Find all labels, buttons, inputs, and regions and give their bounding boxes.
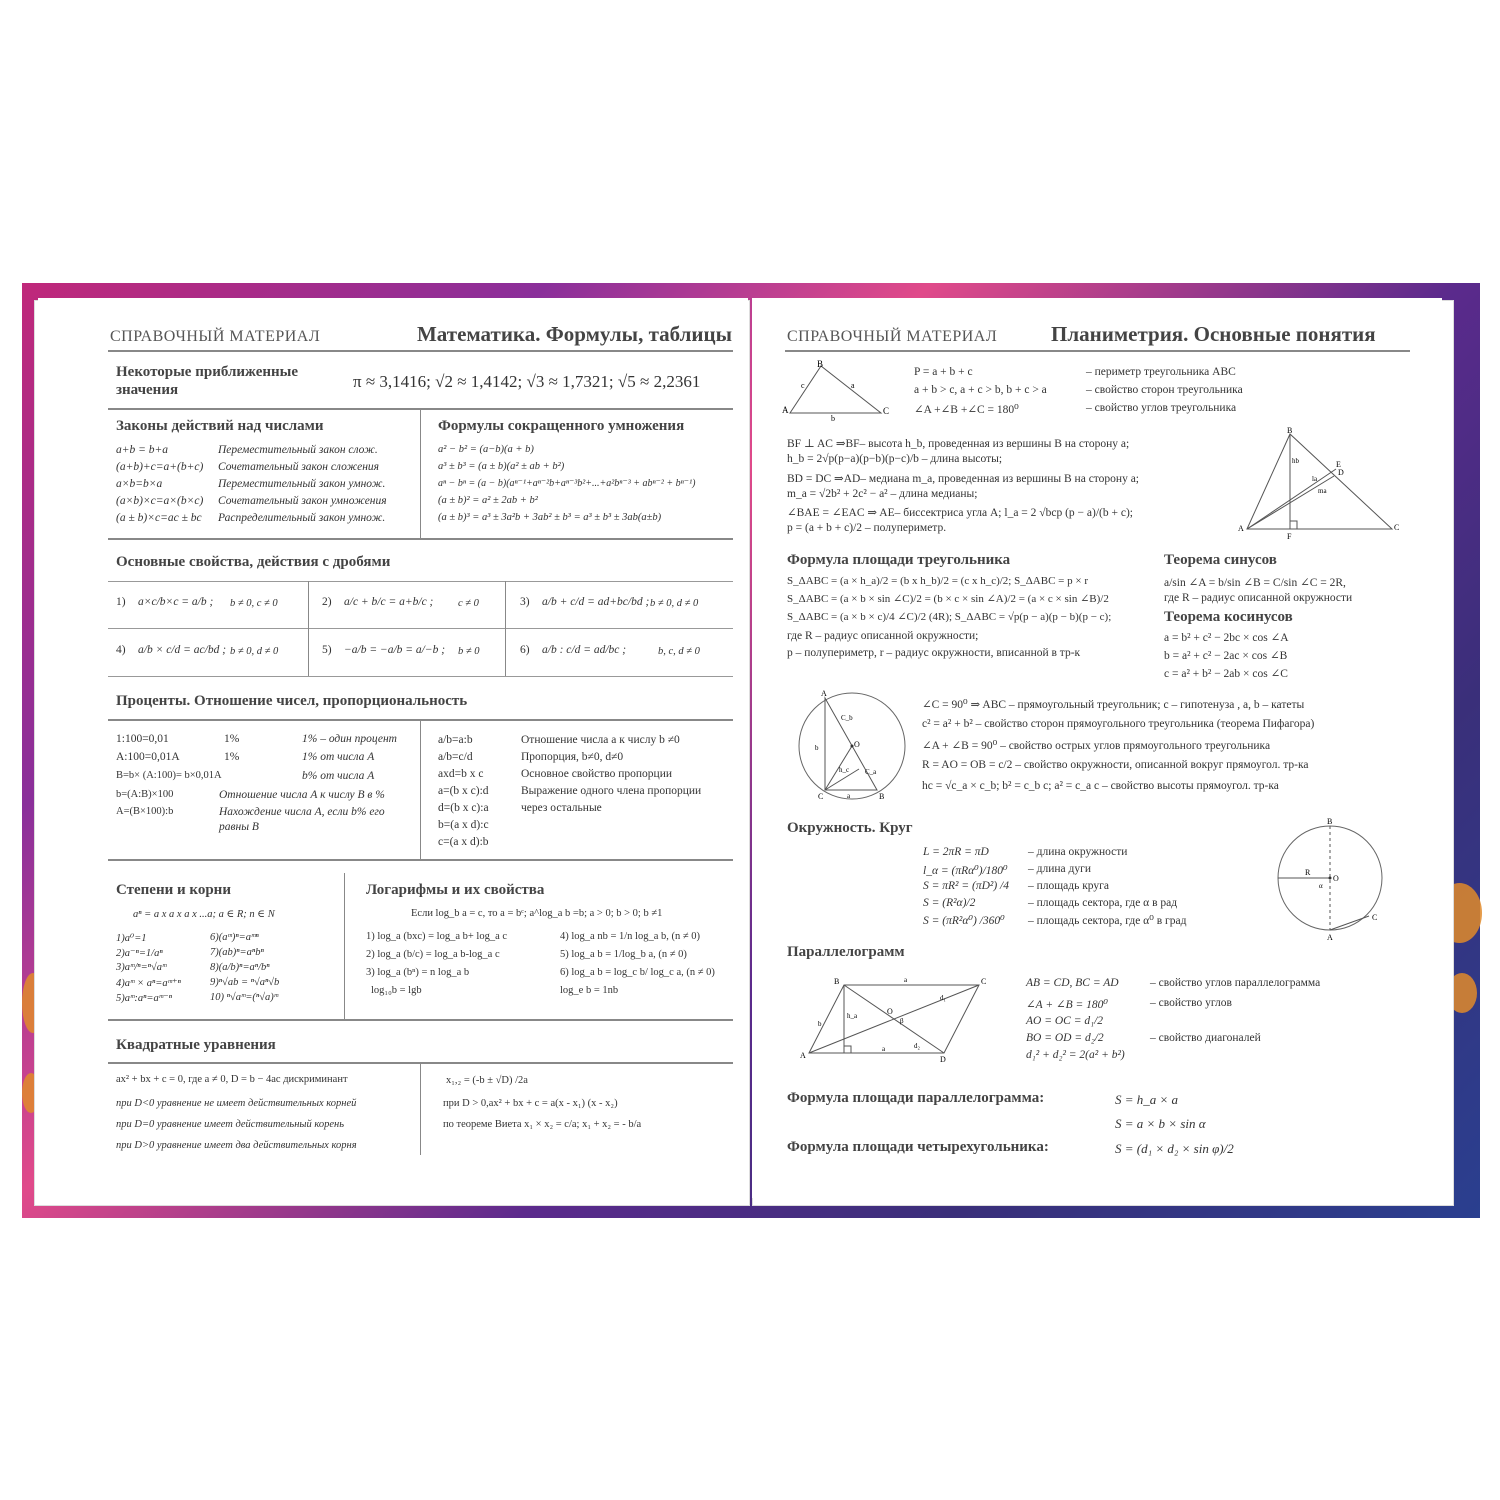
- approx-title-2: значения: [116, 382, 179, 398]
- svg-text:C: C: [1394, 523, 1400, 532]
- divider: [420, 719, 421, 859]
- area-formula: S_ΔABC = (a × b × sin ∠C)/2 = (b × c × sin ∠A)/2 = (a × c × sin ∠B)/2: [787, 593, 1109, 605]
- powers-title: Степени и корни: [116, 882, 231, 898]
- sines-formula: a/sin ∠A = b/sin ∠B = C/sin ∠C = 2R,: [1164, 577, 1346, 589]
- log-rule: 1) log_a (bxc) = log_a b+ log_a c: [366, 931, 508, 942]
- power-rule: 6)(aᵐ)ⁿ=aᵐⁿ: [210, 932, 259, 943]
- svg-text:O: O: [1333, 874, 1339, 883]
- para-title: Параллелограмм: [787, 944, 905, 960]
- svg-text:h_c: h_c: [839, 766, 850, 774]
- svg-text:ma: ma: [1318, 487, 1327, 495]
- fraction-num: 4): [116, 644, 126, 656]
- rule: [108, 581, 733, 582]
- divider: [344, 873, 345, 1021]
- svg-text:d₂: d₂: [914, 1042, 920, 1050]
- svg-text:C: C: [1372, 913, 1378, 922]
- area-formula: S_ΔABC = (a × b × c)/4 ∠C)/2 (4R); S_ΔABC = √p(p − a)(p − b)(p − c);: [787, 611, 1112, 623]
- divider: [505, 581, 506, 676]
- para-formula: d₁² + d₂² = 2(a² + b²): [1026, 1049, 1125, 1061]
- quad-area-title: Формула площади четырехугольника:: [787, 1139, 1049, 1155]
- law-formula: a×b=b×a: [116, 478, 163, 490]
- svg-text:d₁: d₁: [940, 994, 946, 1002]
- para-desc: – свойство диагоналей: [1150, 1032, 1261, 1044]
- para-desc: – свойство углов: [1150, 997, 1232, 1009]
- triangle-formula: ∠A +∠B +∠C = 180⁰: [914, 404, 1019, 416]
- svg-text:b: b: [818, 1020, 822, 1028]
- proportion-formula: b=(a x d):c: [438, 819, 489, 831]
- fraction-formula: a/c + b/c = a+b/c ;: [344, 596, 434, 608]
- log-rule: 5) log_a b = 1/log_b a, (n ≠ 0): [560, 949, 687, 960]
- circle-formula: S = (R²α)/2: [923, 897, 976, 909]
- percent-value: 1%: [224, 733, 240, 745]
- power-rule: 3)aᵐ/ⁿ=ⁿ√aᵐ: [116, 962, 167, 973]
- log-rule: 3) log_a (bⁿ) = n log_a b: [366, 967, 470, 978]
- circle-diagram: [1277, 818, 1387, 940]
- laws-title: Законы действий над числами: [116, 418, 324, 434]
- svg-text:C: C: [883, 406, 890, 416]
- shortmul-formula: a³ ± b³ = (a ± b)(a² ± ab + b²): [438, 461, 565, 472]
- median-text: h_b = 2√p(p−a)(p−b)(p−c)/b – длина высоты;: [787, 453, 1003, 465]
- rule: [108, 1019, 733, 1021]
- shortmul-title: Формулы сокращенного умножения: [438, 418, 685, 434]
- quad-text: при D > 0,ax² + bx + c = a(x - x₁) (x - x₂): [443, 1098, 618, 1109]
- svg-text:C: C: [981, 977, 987, 986]
- triangle-diagram: [782, 359, 890, 423]
- svg-text:B: B: [1327, 817, 1333, 826]
- law-desc: Переместительный закон слож.: [218, 444, 378, 456]
- svg-text:C_b: C_b: [841, 714, 853, 722]
- powers-def: aⁿ = a x a x a x ...a; a ∈ R; n ∈ N: [133, 909, 275, 920]
- percent-formula: A:100=0,01A: [116, 751, 180, 763]
- area-formula: p – полупериметр, r – радиус окружности, вписанной в тр-к: [787, 647, 1081, 659]
- log-rule: 4) log_a nb = 1/n log_a b, (n ≠ 0): [560, 931, 700, 942]
- area-title: Формула площади треугольника: [787, 552, 1011, 568]
- shortmul-formula: (a ± b)² = a² ± 2ab + b²: [438, 495, 538, 506]
- power-rule: 8)(a/b)ⁿ=aⁿ/bⁿ: [210, 962, 270, 973]
- para-formula: ∠A + ∠B = 180⁰: [1026, 999, 1108, 1011]
- percent-desc: Нахождение числа A, если b% его: [219, 806, 385, 818]
- circle-formula: l_α = (πRα⁰)/180⁰: [923, 865, 1008, 877]
- triangle-desc: – свойство сторон треугольника: [1086, 384, 1243, 396]
- fraction-num: 3): [520, 596, 530, 608]
- circle-formula: L = 2πR = πD: [923, 846, 989, 858]
- left-page: [38, 298, 748, 1198]
- law-formula: (a×b)×c=a×(b×c): [116, 495, 204, 507]
- divider: [420, 410, 421, 538]
- power-rule: 1)a⁰=1: [116, 933, 147, 944]
- page-title: Планиметрия. Основные понятия: [1051, 322, 1376, 346]
- logs-def: Если log_b a = c, то a = bᶜ; a^log_a b =b; a > 0; b > 0; b ≠1: [411, 908, 663, 919]
- sines-title: Теорема синусов: [1164, 552, 1277, 568]
- fraction-cond: b, c, d ≠ 0: [658, 646, 700, 657]
- fraction-cond: b ≠ 0: [458, 646, 480, 657]
- law-desc: Переместительный закон умнож.: [218, 478, 386, 490]
- svg-text:E: E: [1336, 460, 1341, 469]
- circle-formula: S = πR² = (πD²) /4: [923, 880, 1009, 892]
- median-text: BF ⊥ AC ⇒BF– высота h_b, проведенная из вершины B на сторону a;: [787, 438, 1130, 450]
- sines-formula: где R – радиус описанной окружности: [1164, 592, 1353, 604]
- triangle-formula: P = a + b + c: [914, 366, 973, 378]
- right-triangle-text: hc = √c_a × c_b; b² = c_b c; a² = c_a c – свойство высоты прямоугол. тр-ка: [922, 780, 1279, 792]
- divider: [420, 1062, 421, 1155]
- circle-desc: – длина дуги: [1028, 863, 1091, 875]
- circle-formula: S = (πR²α⁰) /360⁰: [923, 915, 1005, 927]
- svg-text:b: b: [815, 744, 819, 752]
- log-rule: 6) log_a b = log_c b/ log_c a, (n ≠ 0): [560, 967, 715, 978]
- percent-formula: A=(B×100):b: [116, 806, 174, 817]
- proportion-formula: d=(b x c):a: [438, 802, 489, 814]
- logs-title: Логарифмы и их свойства: [366, 882, 545, 898]
- proportion-formula: a/b=a:b: [438, 734, 473, 746]
- svg-text:h_a: h_a: [847, 1012, 858, 1020]
- svg-text:A: A: [821, 689, 827, 698]
- percent-desc: 1% – один процент: [302, 733, 397, 745]
- quad-text: x₁,₂ = (-b ± √D) /2a: [446, 1075, 528, 1086]
- quad-text: по теореме Виета x₁ × x₂ = c/a; x₁ + x₂ = - b/a: [443, 1119, 642, 1130]
- rule: [108, 538, 733, 540]
- law-formula: (a ± b)×c=ac ± bc: [116, 512, 202, 524]
- rule: [108, 628, 733, 629]
- proportion-desc: Пропорция, b≠0, d≠0: [521, 751, 624, 763]
- svg-text:F: F: [1287, 532, 1292, 541]
- right-triangle-circle-diagram: [797, 690, 907, 802]
- quad-text: при D>0 уравнение имеет два действительных корня: [116, 1140, 357, 1151]
- percent-desc: Отношение числа A к числу B в %: [219, 789, 385, 801]
- log-rule: log₁₀b = lgb: [371, 985, 422, 996]
- fraction-formula: a×c/b×c = a/b ;: [138, 596, 214, 608]
- svg-text:a: a: [882, 1045, 886, 1053]
- svg-text:B: B: [879, 792, 885, 801]
- right-triangle-text: ∠C = 90⁰ ⇒ ABC – прямоугольный треугольник; c – гипотенуза , a, b – катеты: [922, 699, 1305, 711]
- triangle-desc: – свойство углов треугольника: [1086, 402, 1237, 414]
- para-area-formula: S = h_a × a: [1115, 1092, 1179, 1107]
- proportion-desc: Выражение одного члена пропорции: [521, 785, 702, 797]
- median-text: ∠BAE = ∠EAC ⇒ AE– биссектриса угла A; l_a = 2 √bcp (p − a)/(b + c);: [787, 507, 1133, 519]
- para-desc: – свойство углов параллелограмма: [1150, 977, 1321, 989]
- right-page: [752, 298, 1442, 1198]
- fraction-formula: a/b + c/d = ad+bc/bd ;: [542, 596, 650, 608]
- percent-title: Проценты. Отношение чисел, пропорциональность: [116, 693, 468, 709]
- header-rule: [108, 350, 733, 352]
- para-formula: BO = OD = d₂/2: [1026, 1032, 1104, 1044]
- percent-value: 1%: [224, 751, 240, 763]
- svg-text:A: A: [1327, 933, 1333, 942]
- proportion-formula: axd=b x c: [438, 768, 484, 780]
- svg-text:a: a: [847, 792, 851, 800]
- percent-desc: равны B: [219, 821, 259, 833]
- median-text: m_a = √2b² + 2c² − a² – длина медианы;: [787, 488, 978, 500]
- triangle-heights-diagram: [1238, 426, 1402, 541]
- law-desc: Сочетательный закон сложения: [218, 461, 380, 473]
- percent-desc: b% от числа A: [302, 770, 375, 782]
- para-area-title: Формула площади параллелограмма:: [787, 1090, 1045, 1106]
- quad-text: при D=0 уравнение имеет действительный корень: [116, 1119, 345, 1130]
- proportion-formula: a/b=c/d: [438, 751, 473, 763]
- median-text: BD = DC ⇒AD– медиана m_a, проведенная из вершины B на сторону a;: [787, 473, 1139, 485]
- svg-text:B: B: [817, 359, 824, 369]
- law-desc: Распределительный закон умнож.: [218, 512, 386, 524]
- right-triangle-text: R = AO = OB = c/2 – свойство окружности, описанной вокруг прямоугол. тр-ка: [922, 759, 1309, 771]
- fraction-cond: b ≠ 0, d ≠ 0: [650, 598, 699, 609]
- svg-text:O: O: [887, 1007, 893, 1016]
- page-header: СПРАВОЧНЫЙ МАТЕРИАЛ: [787, 328, 998, 345]
- fraction-formula: a/b × c/d = ac/bd ;: [138, 644, 227, 656]
- cosines-formula: c = a² + b² − 2ab × cos ∠C: [1164, 668, 1288, 680]
- cosines-formula: b = a² + c² − 2ac × cos ∠B: [1164, 650, 1288, 662]
- log-rule: log_e b = 1nb: [560, 985, 619, 996]
- svg-text:b: b: [831, 414, 835, 423]
- circle-desc: – площадь круга: [1028, 880, 1109, 892]
- svg-text:C: C: [818, 792, 824, 801]
- divider: [308, 581, 309, 676]
- log-rule: 2) log_a (b/c) = log_a b-log_a c: [366, 949, 500, 960]
- svg-text:la: la: [1312, 475, 1318, 483]
- circle-desc: – площадь сектора, где α⁰ в град: [1028, 915, 1187, 927]
- quad-area-formula: S = (d₁ × d₂ × sin φ)/2: [1115, 1141, 1234, 1156]
- quad-text: ax² + bx + c = 0, где a ≠ 0, D = b − 4ac дискриминант: [116, 1074, 348, 1085]
- fraction-formula: −a/b = −a/b = a/−b ;: [344, 644, 446, 656]
- svg-text:a: a: [904, 976, 908, 984]
- svg-text:O: O: [854, 740, 860, 749]
- percent-formula: B=b× (A:100)= b×0,01A: [116, 770, 222, 781]
- percent-desc: 1% от числа A: [302, 751, 375, 763]
- cosines-formula: a = b² + c² − 2bc × cos ∠A: [1164, 632, 1289, 644]
- svg-text:B: B: [834, 977, 840, 986]
- fractions-title: Основные свойства, действия с дробями: [116, 554, 391, 570]
- cosines-title: Теорема косинусов: [1164, 609, 1293, 625]
- page-header: СПРАВОЧНЫЙ МАТЕРИАЛ: [110, 328, 321, 345]
- fraction-num: 1): [116, 596, 126, 608]
- svg-text:B: B: [1287, 426, 1293, 435]
- power-rule: 7)(ab)ⁿ=aⁿbⁿ: [210, 947, 264, 958]
- median-text: p = (a + b + c)/2 – полупериметр.: [787, 522, 947, 534]
- page-title: Математика. Формулы, таблицы: [416, 322, 732, 346]
- percent-formula: b=(A:B)×100: [116, 789, 174, 800]
- fraction-cond: c ≠ 0: [458, 598, 479, 609]
- proportion-desc: Основное свойство пропорции: [521, 768, 673, 780]
- percent-formula: 1:100=0,01: [116, 733, 169, 745]
- svg-text:A: A: [800, 1051, 806, 1060]
- para-formula: AO = OC = d₁/2: [1026, 1015, 1104, 1027]
- law-formula: (a+b)+c=a+(b+c): [116, 461, 204, 473]
- quad-text: при D<0 уравнение не имеет действительных корней: [116, 1098, 357, 1109]
- svg-text:β: β: [900, 1017, 904, 1025]
- fraction-cond: b ≠ 0, d ≠ 0: [230, 646, 279, 657]
- law-desc: Сочетательный закон умножения: [218, 495, 387, 507]
- svg-text:c: c: [801, 381, 805, 390]
- fraction-formula: a/b : c/d = ad/bc ;: [542, 644, 627, 656]
- svg-text:R: R: [1305, 868, 1311, 877]
- shortmul-formula: (a ± b)³ = a³ ± 3a²b + 3ab² ± b³ = a³ ± b³ ± 3ab(a±b): [438, 512, 662, 523]
- circle-desc: – длина окружности: [1028, 846, 1128, 858]
- power-rule: 4)aᵐ × aⁿ=aᵐ⁺ⁿ: [116, 978, 181, 989]
- proportion-desc: Отношение числа a к числу b ≠0: [521, 734, 680, 746]
- parallelogram-diagram: [800, 976, 994, 1064]
- proportion-desc: через остальные: [521, 802, 602, 814]
- fraction-num: 6): [520, 644, 530, 656]
- power-rule: 9)ⁿ√ab = ⁿ√aⁿ√b: [210, 977, 280, 988]
- circle-desc: – площадь сектора, где α в рад: [1028, 897, 1178, 909]
- right-triangle-text: ∠A + ∠B = 90⁰ – свойство острых углов прямоугольного треугольника: [922, 740, 1271, 752]
- svg-text:C_a: C_a: [865, 768, 877, 776]
- shortmul-formula: aⁿ − bⁿ = (a − b)(aⁿ⁻¹+aⁿ⁻²b+aⁿ⁻³b²+...+a²bⁿ⁻³ + abⁿ⁻² + bⁿ⁻¹): [438, 478, 696, 489]
- law-formula: a+b = b+a: [116, 444, 169, 456]
- approx-title: Некоторые приближенные: [116, 364, 299, 380]
- fraction-cond: b ≠ 0, c ≠ 0: [230, 598, 278, 609]
- fraction-num: 2): [322, 596, 332, 608]
- triangle-desc: – периметр треугольника ABC: [1086, 366, 1236, 378]
- svg-text:A: A: [1238, 524, 1244, 533]
- power-rule: 2)a⁻ⁿ=1/aⁿ: [116, 948, 163, 959]
- svg-text:D: D: [940, 1055, 946, 1064]
- rule: [108, 676, 733, 677]
- power-rule: 10) ⁿ√aᵐ=(ⁿ√a)ᵐ: [210, 992, 279, 1003]
- power-rule: 5)aᵐ:aⁿ=aᵐ⁻ⁿ: [116, 993, 172, 1004]
- proportion-formula: c=(a x d):b: [438, 836, 489, 848]
- para-formula: AB = CD, BC = AD: [1026, 977, 1119, 989]
- area-formula: S_ΔABC = (a × h_a)/2 = (b x h_b)/2 = (c x h_c)/2; S_ΔABC = p × r: [787, 575, 1088, 587]
- circle-title: Окружность. Круг: [787, 820, 913, 836]
- approx-values: π ≈ 3,1416; √2 ≈ 1,4142; √3 ≈ 1,7321; √5 ≈ 2,2361: [353, 372, 701, 391]
- rule: [108, 859, 733, 861]
- svg-text:D: D: [1338, 468, 1344, 477]
- proportion-formula: a=(b x c):d: [438, 785, 489, 797]
- shortmul-formula: a² − b² = (a−b)(a + b): [438, 444, 534, 455]
- area-formula: где R – радиус описанной окружности;: [787, 630, 979, 642]
- svg-text:hb: hb: [1292, 457, 1299, 465]
- quad-title: Квадратные уравнения: [116, 1037, 276, 1053]
- fraction-num: 5): [322, 644, 332, 656]
- para-area-formula: S = a × b × sin α: [1115, 1116, 1206, 1131]
- svg-text:a: a: [851, 381, 855, 390]
- triangle-formula: a + b > c, a + c > b, b + c > a: [914, 384, 1047, 396]
- svg-text:α: α: [1319, 882, 1323, 890]
- svg-text:A: A: [782, 405, 789, 415]
- header-rule: [785, 350, 1410, 352]
- right-triangle-text: c² = a² + b² – свойство сторон прямоугольного треугольника (теорема Пифагора): [922, 718, 1315, 730]
